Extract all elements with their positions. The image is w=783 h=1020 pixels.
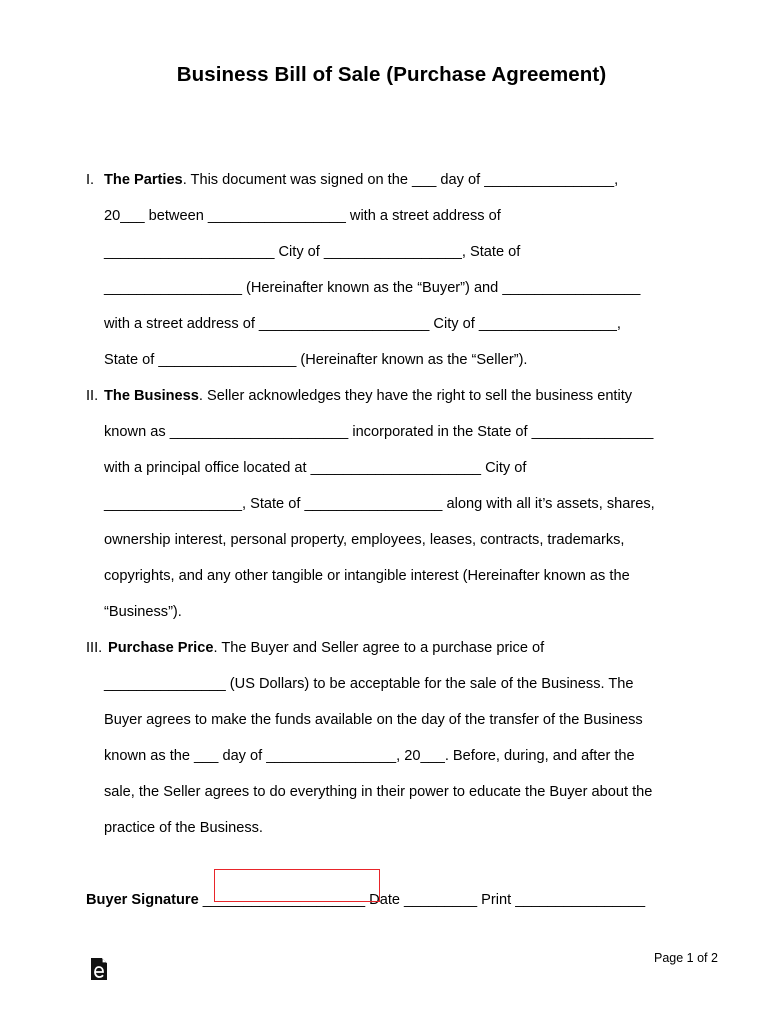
section-heading: The Parties <box>104 172 183 188</box>
document-title: Business Bill of Sale (Purchase Agreement) <box>176 63 607 86</box>
section-line: _____________________ City of _________________, State of <box>104 244 521 260</box>
section-line: practice of the Business. <box>104 820 263 836</box>
section-number: I. <box>86 172 95 188</box>
section-line: “Business”). <box>104 604 182 620</box>
signature-fields: ____________________ Date _________ Print ________________ <box>198 892 646 908</box>
section-line: with a principal office located at _____________________ City of <box>104 460 527 476</box>
section-line: State of _________________ (Hereinafter known as the “Seller”). <box>104 352 528 368</box>
section-line: . This document was signed on the ___ day of ________________, <box>182 172 619 188</box>
section-line: _______________ (US Dollars) to be acceptable for the sale of the Business. The <box>104 676 634 692</box>
section-first-line <box>104 171 618 189</box>
section-line: _________________, State of _________________ along with all it’s assets, shares, <box>104 496 655 512</box>
section-number: III. <box>86 640 103 656</box>
section-line: . The Buyer and Seller agree to a purchase price of <box>213 640 545 656</box>
section-heading: The Business <box>104 388 199 404</box>
section-number: II. <box>86 388 99 404</box>
eforms-logo-icon <box>89 957 109 981</box>
section-line: known as ______________________ incorporated in the State of _______________ <box>104 424 654 440</box>
section-line: . Seller acknowledges they have the right to sell the business entity <box>198 388 633 404</box>
section-line: ownership interest, personal property, employees, leases, contracts, trademarks, <box>104 532 625 548</box>
section-line: sale, the Seller agrees to do everything in their power to educate the Buyer about the <box>104 784 653 800</box>
buyer-signature-label: Buyer Signature <box>86 892 199 908</box>
section-heading: Purchase Price <box>108 640 214 656</box>
section-line: known as the ___ day of ________________, 20___. Before, during, and after the <box>104 748 635 764</box>
section-line: Buyer agrees to make the funds available on the day of the transfer of the Business <box>104 712 643 728</box>
section-line: copyrights, and any other tangible or intangible interest (Hereinafter known as the <box>104 568 630 584</box>
section-line: 20___ between _________________ with a street address of <box>104 208 501 224</box>
section-line: with a street address of _____________________ City of _________________, <box>104 316 621 332</box>
section-line: _________________ (Hereinafter known as the “Buyer”) and _________________ <box>104 280 641 296</box>
section-first-line <box>104 387 632 405</box>
buyer-signature-field[interactable] <box>214 869 380 902</box>
section-first-line <box>108 639 544 657</box>
page-number: Page 1 of 2 <box>654 951 718 965</box>
